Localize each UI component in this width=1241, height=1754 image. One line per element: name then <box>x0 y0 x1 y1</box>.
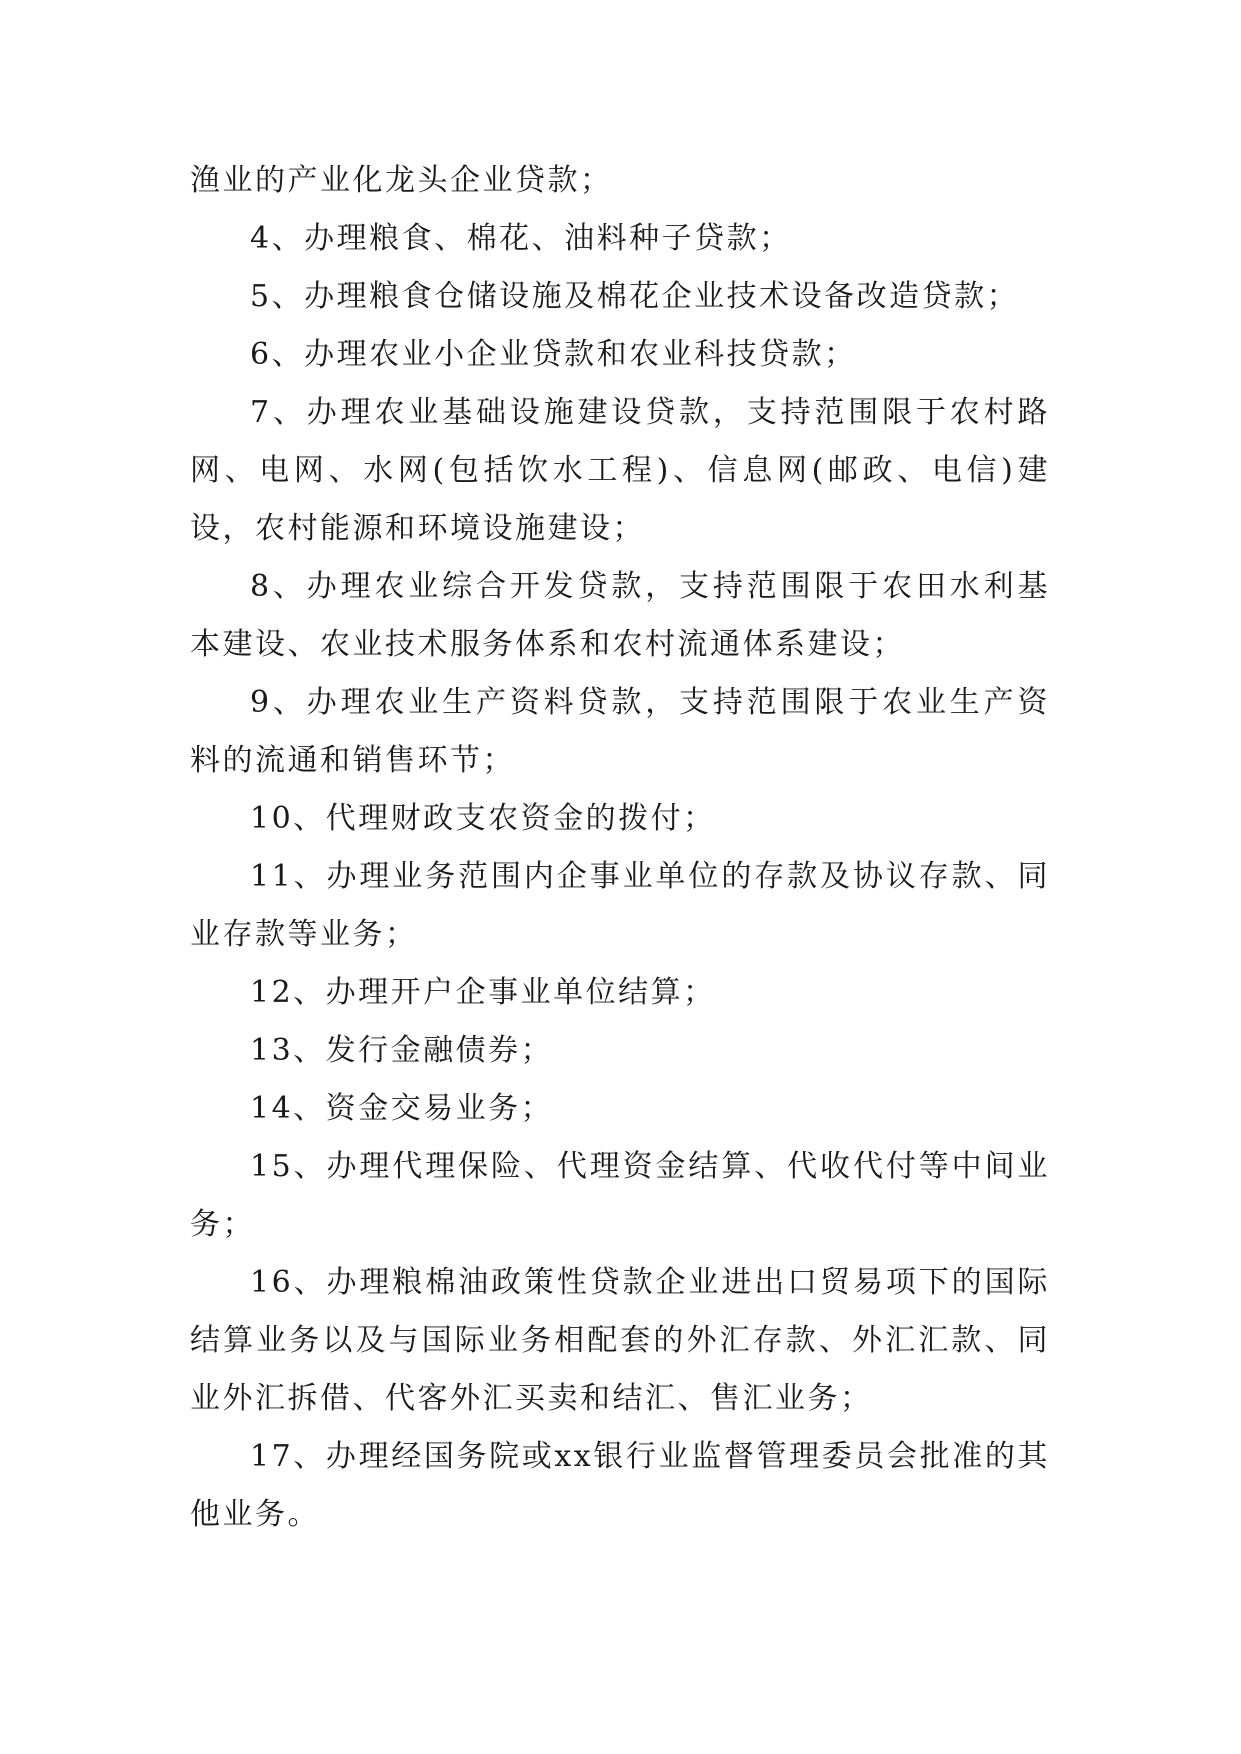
paragraph-item-4: 4、办理粮食、棉花、油料种子贷款； <box>250 221 792 256</box>
paragraph-item-14: 14、资金交易业务； <box>250 1091 554 1126</box>
paragraph-item-11: 11、办理业务范围内企事业单位的存款及协议存款、同业存款等业务； <box>190 859 1050 952</box>
paragraph-item-5: 5、办理粮食仓储设施及棉花企业技术设备改造贷款； <box>250 279 1020 314</box>
paragraph-item-17: 17、办理经国务院或xx银行业监督管理委员会批准的其他业务。 <box>190 1439 1050 1532</box>
paragraph-item-7: 7、办理农业基础设施建设贷款，支持范围限于农村路网、电网、水网(包括饮水工程)、信息网(邮政、电信)建设，农村能源和环境设施建设； <box>190 395 1050 546</box>
paragraph-item-15: 15、办理代理保险、代理资金结算、代收代付等中间业务； <box>190 1149 1050 1242</box>
paragraph-item-9: 9、办理农业生产资料贷款，支持范围限于农业生产资料的流通和销售环节； <box>190 685 1050 778</box>
paragraph-item-10: 10、代理财政支农资金的拨付； <box>250 801 716 836</box>
paragraph-continuation: 渔业的产业化龙头企业贷款； <box>190 163 613 198</box>
document-body <box>190 152 1050 1544</box>
paragraph-item-16: 16、办理粮棉油政策性贷款企业进出口贸易项下的国际结算业务以及与国际业务相配套的外汇存款、外汇汇款、同业外汇拆借、代客外汇买卖和结汇、售汇业务； <box>190 1265 1050 1416</box>
paragraph-item-8: 8、办理农业综合开发贷款，支持范围限于农田水利基本建设、农业技术服务体系和农村流通体系建设； <box>190 569 1050 662</box>
paragraph-item-13: 13、发行金融债券； <box>250 1033 554 1068</box>
paragraph-item-12: 12、办理开户企事业单位结算； <box>250 975 716 1010</box>
paragraph-item-6: 6、办理农业小企业贷款和农业科技贷款； <box>250 337 857 372</box>
